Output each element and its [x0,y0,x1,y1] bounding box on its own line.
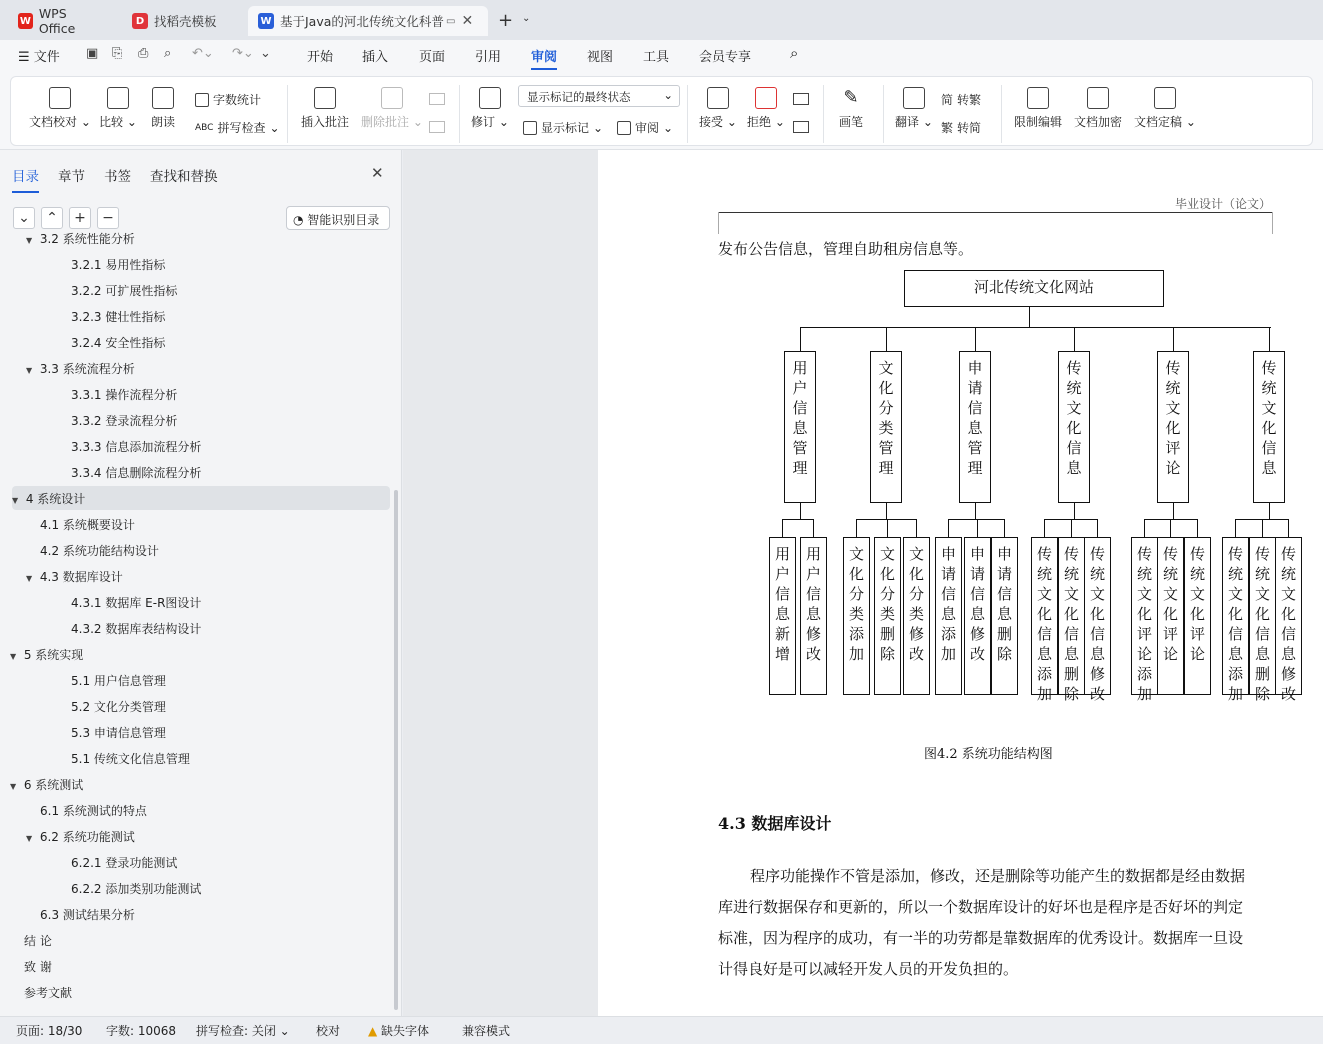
connector-line [886,503,887,519]
diagram-group-box [959,351,991,503]
smart-toc-label: 智能识别目录 [307,213,380,227]
section-title: 4.3 数据库设计 [718,814,832,833]
toc-item-label: 6 系统测试 [23,778,84,792]
diagram-leaf-box [1157,537,1184,695]
pen-icon: ✎ [843,87,859,108]
show-marks-label: 显示标记 [541,121,590,135]
tab-find-replace[interactable]: 查找和替换 [150,169,218,185]
toc-item[interactable] [71,282,177,299]
compare-label: 比较 [99,115,124,129]
lock-doc-icon [1027,87,1049,109]
translate-button[interactable]: 翻译 ⌄ [895,87,933,130]
close-tab-icon[interactable]: ✕ [461,13,474,29]
toc-item-label: 3.3.4 信息删除流程分析 [71,466,202,480]
separator [883,85,884,143]
toc-item[interactable] [40,542,159,559]
expand-caret-icon[interactable]: ▼ [10,652,17,661]
menu-start[interactable]: 开始 [307,50,334,65]
separator [287,85,288,143]
toc-item-label: 6.2 系统功能测试 [39,830,135,844]
hamburger-icon: ☰ [18,50,34,65]
diagram-group-box [1058,351,1090,503]
expand-caret-icon[interactable]: ▼ [10,782,17,791]
diagram-leaf-box-label: 申请信息修改 [969,545,985,663]
connector-line [813,519,814,537]
more-chevron-icon[interactable]: ⌄ [260,46,271,61]
accept-button[interactable]: 接受 ⌄ [699,87,737,130]
diagram-leaf-box-label: 传统文化评论 [1189,545,1205,663]
menu-insert[interactable]: 插入 [362,50,389,65]
proofread-status[interactable]: 校对 [316,1024,341,1038]
toc-item-label: 3.2 系统性能分析 [39,232,135,246]
traditional-icon: 简 [941,93,954,107]
connector-line [1173,327,1174,351]
word-count-indicator[interactable]: 字数: 10068 [106,1024,177,1038]
toc-item-label: 4.3.2 数据库表结构设计 [71,622,202,636]
monitor-icon: ▭ [446,15,456,27]
diagram-leaf-box [1184,537,1211,695]
show-marks-icon [523,121,537,135]
diagram-leaf-box [769,537,796,695]
connector-line [1071,519,1072,537]
toc-item[interactable] [24,958,52,975]
warning-icon: ▲ [368,1024,382,1038]
separator [687,85,688,143]
connector-line [800,327,801,351]
tab-document[interactable] [248,6,488,36]
word-count-icon [195,93,209,107]
diagram-leaf-box-label: 申请信息删除 [996,545,1012,663]
toc-item-label: 6.2.1 登录功能测试 [71,856,178,870]
next-comment-icon[interactable] [429,121,445,133]
finalize-button[interactable]: 文档定稿 ⌄ [1134,87,1196,130]
diagram-leaf-box [874,537,901,695]
tab-label: 找稻壳模板 [154,14,217,29]
tab-daoke[interactable] [122,6,242,36]
review-pane-button[interactable]: 审阅 ⌄ [617,119,673,136]
connector-line [782,519,813,520]
tab-label: WPS Office [38,6,76,36]
diagram-leaf-box [1222,537,1249,703]
share-icon[interactable]: ⎘ [112,46,123,61]
page-indicator[interactable]: 页面: 18/30 [16,1024,83,1038]
revise-icon [479,87,501,109]
toc-item[interactable] [71,308,165,325]
compare-button[interactable]: 比较 ⌄ [99,87,137,130]
diagram-group-box-label: 传统文化信息 [1261,359,1277,477]
toc-item[interactable] [40,906,135,923]
reject-icon [755,87,777,109]
toc-list [0,232,392,1016]
comment-add-icon [314,87,336,109]
toc-item[interactable] [71,698,166,715]
diagram-leaf-box-label: 文化分类添加 [848,545,864,663]
connector-line [1170,519,1171,537]
expand-caret-icon[interactable]: ▼ [26,834,33,843]
body-line-4: 计得良好是可以减轻开发人员的开发负担的。 [718,960,1019,978]
search-icon[interactable]: ⌕ [790,44,799,62]
reject-button[interactable]: 拒绝 ⌄ [747,87,785,130]
to-traditional-button[interactable] [941,91,981,108]
toc-item-label: 3.3.1 操作流程分析 [71,388,178,402]
connector-line [1144,519,1145,537]
accept-label: 接受 [699,115,724,129]
abc-icon: ABC [195,122,214,133]
save-icon[interactable]: ▣ [86,46,99,61]
toc-item[interactable] [26,828,135,845]
ribbon-panel [10,76,1313,146]
doc-check-icon [49,87,71,109]
toc-item[interactable] [10,646,83,663]
to-traditional-label: 转繁 [957,93,982,107]
preview-icon[interactable]: ⌕ [164,46,172,61]
smart-toc-button[interactable] [286,206,390,230]
tab-bar [0,0,1323,40]
connector-line [1262,519,1263,537]
diagram-group-box [1157,351,1189,503]
connector-line [1269,327,1270,351]
body-line-1: 程序功能操作不管是添加，修改，还是删除等功能产生的数据都是经由数据 [750,867,1246,885]
compat-mode-status[interactable]: 兼容模式 [462,1024,511,1038]
toc-item[interactable] [71,464,201,481]
compare-icon [107,87,129,109]
menu-review[interactable]: 审阅 [531,46,557,65]
connector-line [1074,327,1075,351]
expand-caret-icon[interactable]: ▼ [26,236,33,245]
word-doc-icon: W [258,13,274,29]
toc-item[interactable] [26,360,135,377]
menu-page[interactable]: 页面 [419,50,446,65]
toc-item-label: 致 谢 [24,960,52,974]
next-change-icon[interactable] [793,121,809,133]
reject-label: 拒绝 [747,115,772,129]
pen-button[interactable] [839,87,863,130]
diagram-leaf-box-label: 传统文化信息添加 [1036,545,1052,703]
tab-toc[interactable]: 目录 [12,165,39,185]
accept-icon [707,87,729,109]
toc-item[interactable] [40,802,147,819]
to-simplified-button[interactable] [941,119,981,136]
file-menu[interactable] [18,46,60,65]
function-structure-diagram [598,150,1323,710]
review-pane-icon [617,121,631,135]
connector-line [1044,519,1045,537]
chevron-down-icon: ⌄ [663,88,673,102]
toc-item[interactable] [24,984,72,1001]
simplified-icon: 繁 [941,121,954,135]
diagram-leaf-box-label: 用户信息修改 [805,545,821,663]
to-simplified-label: 转简 [957,121,982,135]
intro-line: 发布公告信息，管理自助租房信息等。 [718,240,974,258]
redo-icon[interactable]: ↷⌄ [232,46,254,61]
diagram-leaf-box-label: 申请信息添加 [940,545,956,663]
pen-label: 画笔 [839,115,864,129]
connector-line [1173,503,1174,519]
spell-check-button[interactable]: ABC 拼写检查 ⌄ [195,120,280,135]
diagram-leaf-box-label: 传统文化信息添加 [1227,545,1243,703]
toc-item[interactable] [71,594,201,611]
diagram-leaf-box-label: 传统文化评论 [1162,545,1178,663]
toc-item[interactable] [71,620,201,637]
connector-line [1004,519,1005,537]
add-heading-button[interactable]: + [69,207,91,229]
diagram-leaf-box-label: 传统文化评论添加 [1136,545,1152,703]
tab-wps-office[interactable] [8,6,112,36]
toc-item-label: 3.3.3 信息添加流程分析 [71,440,202,454]
diagram-leaf-box [1058,537,1085,703]
toc-scrollbar[interactable] [394,490,398,1010]
connector-line [1074,503,1075,519]
ribbon [0,72,1323,150]
insert-comment-label: 插入批注 [301,115,350,129]
toc-item-label: 5.1 用户信息管理 [71,674,166,688]
display-mode-select[interactable] [518,85,680,107]
connector-line [916,519,917,537]
word-count-label: 字数统计 [213,93,262,107]
expand-caret-icon[interactable]: ▼ [12,496,19,505]
toc-item-label: 5.3 申请信息管理 [71,726,166,740]
daoke-logo-icon: D [132,13,148,29]
toc-item-label: 5.1 传统文化信息管理 [71,752,190,766]
tab-list-chevron-icon[interactable]: ⌄ [522,13,531,24]
diagram-root-box-label: 河北传统文化网站 [973,278,1094,296]
encrypt-doc-icon [1087,87,1109,109]
toc-item[interactable] [40,516,135,533]
connector-line [856,519,857,537]
toc-item[interactable] [10,776,83,793]
diagram-leaf-box [1275,537,1302,703]
spell-check-status[interactable]: 拼写检查: 关闭 ⌄ [196,1024,290,1038]
new-tab-button[interactable]: + [498,10,514,31]
connector-line [948,519,949,537]
missing-font-label: 缺失字体 [381,1024,430,1038]
separator [823,85,824,143]
connector-line [948,519,1004,520]
toc-item-label: 5 系统实现 [23,648,84,662]
word-count-button[interactable] [195,91,261,108]
connector-line [1235,519,1236,537]
diagram-leaf-box [843,537,870,695]
toc-item-label: 4 系统设计 [25,492,86,506]
read-aloud-icon [152,87,174,109]
encrypt-button[interactable] [1074,87,1122,130]
diagram-leaf-box [935,537,962,695]
connector-line [1197,519,1198,537]
page-header: 毕业设计（论文） [1175,197,1272,211]
toc-item[interactable] [71,880,201,897]
toc-item-label: 参考文献 [24,986,73,1000]
diagram-leaf-box-label: 文化分类修改 [908,545,924,663]
insert-comment-button[interactable] [301,87,349,130]
read-aloud-label: 朗读 [151,115,176,129]
toc-item-label: 3.2.4 安全性指标 [71,336,166,350]
diagram-leaf-box-label: 用户信息新增 [774,545,790,663]
prev-comment-icon[interactable] [429,93,445,105]
toc-item[interactable] [12,486,390,510]
connector-line [975,327,976,351]
figure-caption: 图4.2 系统功能结构图 [924,747,1053,762]
diagram-group-box-label: 传统文化信息 [1066,359,1082,477]
connector-line [782,519,783,537]
toc-item-label: 3.3.2 登录流程分析 [71,414,178,428]
diagram-leaf-box-label: 传统文化信息修改 [1280,545,1296,703]
separator [459,85,460,143]
toc-item-label: 结 论 [24,934,52,948]
diagram-group-box-label: 用户信息管理 [792,359,808,477]
translate-icon [903,87,925,109]
delete-comment-label: 删除批注 [361,115,410,129]
connector-line [856,519,916,520]
toc-item[interactable] [71,750,190,767]
menu-view[interactable]: 视图 [587,50,614,65]
revise-label: 修订 [471,115,496,129]
diagram-leaf-box [903,537,930,695]
diagram-leaf-box-label: 传统文化信息删除 [1063,545,1079,703]
restrict-edit-label: 限制编辑 [1014,115,1063,129]
undo-icon[interactable]: ↶⌄ [192,46,214,61]
spell-status-label: 拼写检查: 关闭 [196,1024,276,1038]
body-line-2: 库进行数据保存和更新的，所以一个数据库设计的好坏也是程序是否好坏的判定 [718,898,1244,916]
tab-bookmarks[interactable]: 书签 [104,169,131,185]
diagram-group-box-label: 文化分类管理 [878,359,894,477]
expand-caret-icon[interactable]: ▼ [26,574,33,583]
toc-item-label: 4.3.1 数据库 E-R图设计 [71,596,202,610]
separator [1001,85,1002,143]
toc-item[interactable] [26,568,123,585]
connector-line [1097,519,1098,537]
toc-item-label: 6.3 测试结果分析 [40,908,135,922]
revise-button[interactable]: 修订 ⌄ [471,87,509,130]
diagram-leaf-box-label: 传统文化信息修改 [1089,545,1105,703]
diagram-group-box [784,351,816,503]
diagram-leaf-box [1031,537,1058,703]
expand-caret-icon[interactable]: ▼ [26,366,33,375]
toc-item[interactable] [71,724,166,741]
smart-icon: ◔ [293,213,308,227]
finalize-label: 文档定稿 [1134,115,1183,129]
diagram-group-box-label: 传统文化评论 [1165,359,1181,477]
toc-item[interactable] [71,412,177,429]
toc-item[interactable] [71,334,165,351]
toc-item-label: 6.2.2 添加类别功能测试 [71,882,202,896]
connector-line [886,327,887,351]
toc-item-label: 3.3 系统流程分析 [39,362,135,376]
connector-line [800,327,1271,328]
show-marks-button[interactable]: 显示标记 ⌄ [523,119,603,136]
toc-item[interactable] [71,256,165,273]
prev-change-icon[interactable] [793,93,809,105]
diagram-leaf-box [1131,537,1158,703]
toc-item[interactable] [26,230,135,247]
display-mode-value: 显示标记的最终状态 [527,90,631,104]
diagram-leaf-box [1249,537,1276,703]
connector-line [1269,503,1270,519]
menu-member[interactable]: 会员专享 [699,50,752,65]
diagram-leaf-box [800,537,827,695]
menu-reference[interactable]: 引用 [475,50,502,65]
file-label: 文件 [33,50,60,65]
close-pane-icon[interactable]: ✕ [371,164,384,182]
diagram-group-box [1253,351,1285,503]
diagram-group-box [870,351,902,503]
toc-item-label: 4.1 系统概要设计 [40,518,135,532]
toc-item-label: 6.1 系统测试的特点 [40,804,147,818]
toc-item-label: 3.2.2 可扩展性指标 [71,284,178,298]
toc-item[interactable] [71,438,201,455]
diagram-leaf-box [964,537,991,695]
missing-font-status[interactable] [368,1022,429,1039]
diagram-leaf-box-label: 传统文化信息删除 [1254,545,1270,703]
wps-logo-icon: W [18,13,33,29]
diagram-leaf-box-label: 文化分类删除 [879,545,895,663]
finalize-doc-icon [1154,87,1176,109]
diagram-root-box [904,270,1164,307]
toc-item-label: 4.3 数据库设计 [39,570,123,584]
status-bar [0,1016,1323,1044]
restrict-edit-button[interactable] [1014,87,1062,130]
expand-button[interactable]: ⌃ [41,207,63,229]
toc-item-label: 3.2.1 易用性指标 [71,258,166,272]
tab-chapters[interactable]: 章节 [58,169,85,185]
connector-line [1288,519,1289,537]
read-aloud-button[interactable] [151,87,175,130]
spell-check-label: 拼写检查 [217,121,266,135]
remove-heading-button[interactable]: − [97,207,119,229]
encrypt-label: 文档加密 [1074,115,1123,129]
diagram-leaf-box [1084,537,1111,703]
body-line-3: 标准，因为程序的成功，有一半的功劳都是靠数据库的优秀设计。数据库一旦设 [718,929,1244,947]
connector-line [887,519,888,537]
connector-line [975,503,976,519]
navigation-pane [0,150,402,1016]
doc-check-button[interactable]: 文档校对 ⌄ [29,87,91,130]
doc-check-label: 文档校对 [29,115,78,129]
document-page[interactable] [598,150,1323,1016]
comment-delete-icon [381,87,403,109]
translate-label: 翻译 [895,115,920,129]
collapse-button[interactable]: ⌄ [13,207,35,229]
review-pane-label: 审阅 [635,121,660,135]
toc-item[interactable] [71,386,177,403]
connector-line [977,519,978,537]
toc-item[interactable] [24,932,52,949]
menu-bar [0,40,1323,72]
toc-item-label: 5.2 文化分类管理 [71,700,166,714]
toc-item[interactable] [71,672,166,689]
print-icon[interactable]: ⎙ [138,46,149,61]
tab-label: 基于Java的河北传统文化科普 [280,14,444,29]
connector-line [1029,307,1030,327]
diagram-leaf-box [991,537,1018,695]
connector-line [800,503,801,519]
toc-item-label: 4.2 系统功能结构设计 [40,544,159,558]
diagram-group-box-label: 申请信息管理 [967,359,983,477]
delete-comment-button[interactable]: 删除批注 ⌄ [361,87,423,130]
toc-item[interactable] [71,854,177,871]
menu-tools[interactable]: 工具 [643,50,670,65]
toc-item-label: 3.2.3 健壮性指标 [71,310,166,324]
